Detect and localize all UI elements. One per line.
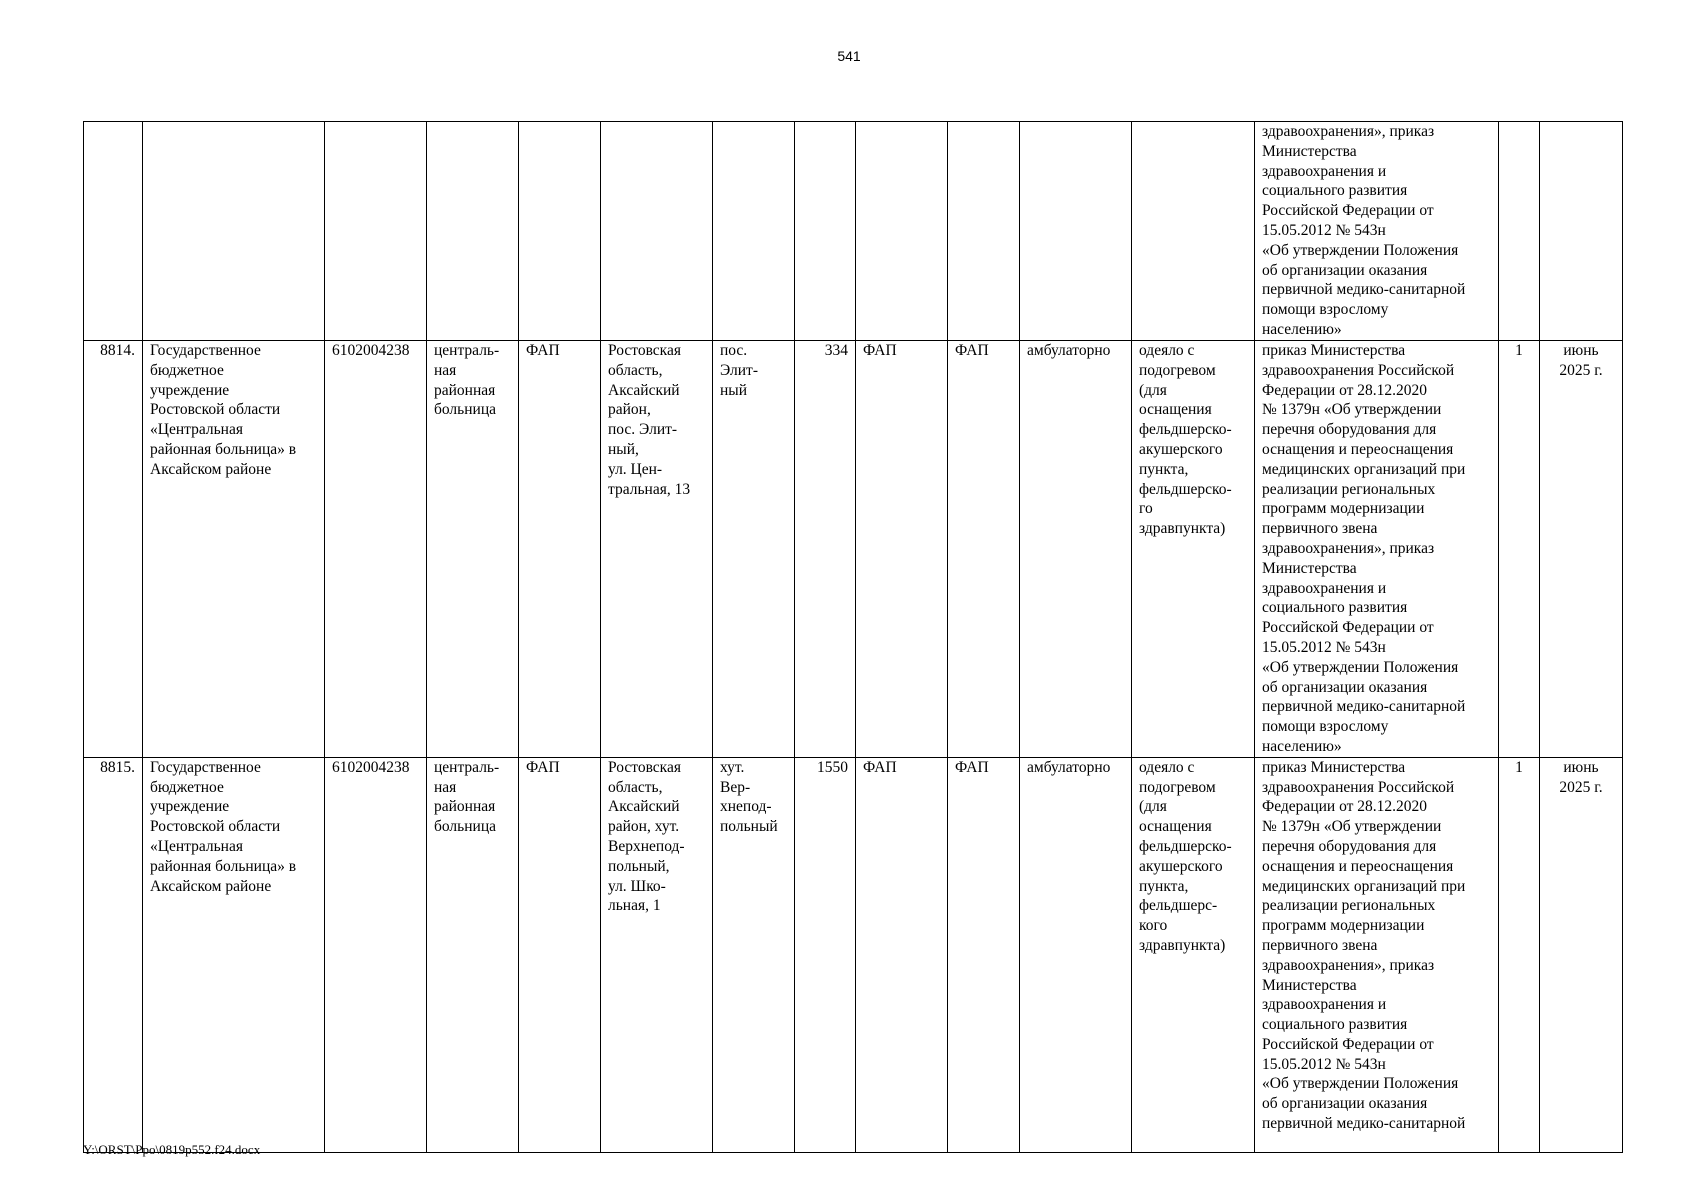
locality xyxy=(713,122,795,341)
facility-kind: ФАП xyxy=(519,341,601,758)
legal-basis: приказ Министерства здравоохранения Российской Федерации от 28.12.2020 № 1379н «Об утверждении перечня оборудования для оснащения и переоснащения медицинских организаций при реализации региональных программ модернизации первичного звена здравоохранения», приказ Министерства здравоохранения и социального развития Российской Федерации от 15.05.2012 № 543н «Об утверждении Положения об организации оказания первичной медико-санитарной xyxy=(1255,757,1499,1152)
equipment-table xyxy=(83,121,1623,1153)
unit-type xyxy=(948,122,1020,341)
organization-type: централь- ная районная больница xyxy=(427,757,519,1152)
unit: ФАП xyxy=(856,757,948,1152)
table-row xyxy=(84,757,1623,1152)
population xyxy=(795,122,856,341)
facility-kind: ФАП xyxy=(519,757,601,1152)
unit-type: ФАП xyxy=(948,757,1020,1152)
row-number: 8815. xyxy=(84,757,143,1152)
quantity: 1 xyxy=(1499,341,1540,758)
equipment-name: одеяло с подогревом (для оснащения фельдшерско- акушерского пункта, фельдшерс- кого здравпункта) xyxy=(1132,757,1255,1152)
inn: 6102004238 xyxy=(325,341,427,758)
care-condition: амбулаторно xyxy=(1020,757,1132,1152)
facility-kind xyxy=(519,122,601,341)
unit xyxy=(856,122,948,341)
unit-type: ФАП xyxy=(948,341,1020,758)
address: Ростовская область, Аксайский район, пос. Элит- ный, ул. Цен- тральная, 13 xyxy=(601,341,713,758)
row-number: 8814. xyxy=(84,341,143,758)
inn: 6102004238 xyxy=(325,757,427,1152)
quantity: 1 xyxy=(1499,757,1540,1152)
population: 1550 xyxy=(795,757,856,1152)
organization-name xyxy=(143,122,325,341)
organization-name: Государственное бюджетное учреждение Ростовской области «Центральная районная больница» в Аксайском районе xyxy=(143,757,325,1152)
legal-basis: здравоохранения», приказ Министерства здравоохранения и социального развития Российской Федерации от 15.05.2012 № 543н «Об утверждении Положения об организации оказания первичной медико-санитарной помощи взрослому населению» xyxy=(1255,122,1499,341)
locality: хут. Вер- хнепод- польный xyxy=(713,757,795,1152)
address xyxy=(601,122,713,341)
delivery-date xyxy=(1540,122,1623,341)
care-condition xyxy=(1020,122,1132,341)
file-path-footer: Y:\ORST\Ppo\0819p552.f24.docx xyxy=(83,1142,261,1157)
delivery-date: июнь 2025 г. xyxy=(1540,757,1623,1152)
population: 334 xyxy=(795,341,856,758)
locality: пос. Элит- ный xyxy=(713,341,795,758)
equipment-name xyxy=(1132,122,1255,341)
organization-name: Государственное бюджетное учреждение Ростовской области «Центральная районная больница» в Аксайском районе xyxy=(143,341,325,758)
table-row xyxy=(84,122,1623,341)
care-condition: амбулаторно xyxy=(1020,341,1132,758)
unit: ФАП xyxy=(856,341,948,758)
address: Ростовская область, Аксайский район, хут. Верхнепод- польный, ул. Шко- льная, 1 xyxy=(601,757,713,1152)
quantity xyxy=(1499,122,1540,341)
inn xyxy=(325,122,427,341)
table-row xyxy=(84,341,1623,758)
equipment-name: одеяло с подогревом (для оснащения фельдшерско- акушерского пункта, фельдшерско- го здравпункта) xyxy=(1132,341,1255,758)
delivery-date: июнь 2025 г. xyxy=(1540,341,1623,758)
row-number xyxy=(84,122,143,341)
page-number: 541 xyxy=(837,48,861,64)
legal-basis: приказ Министерства здравоохранения Российской Федерации от 28.12.2020 № 1379н «Об утверждении перечня оборудования для оснащения и переоснащения медицинских организаций при реализации региональных программ модернизации первичного звена здравоохранения», приказ Министерства здравоохранения и социального развития Российской Федерации от 15.05.2012 № 543н «Об утверждении Положения об организации оказания первичной медико-санитарной помощи взрослому населению» xyxy=(1255,341,1499,758)
organization-type xyxy=(427,122,519,341)
organization-type: централь- ная районная больница xyxy=(427,341,519,758)
